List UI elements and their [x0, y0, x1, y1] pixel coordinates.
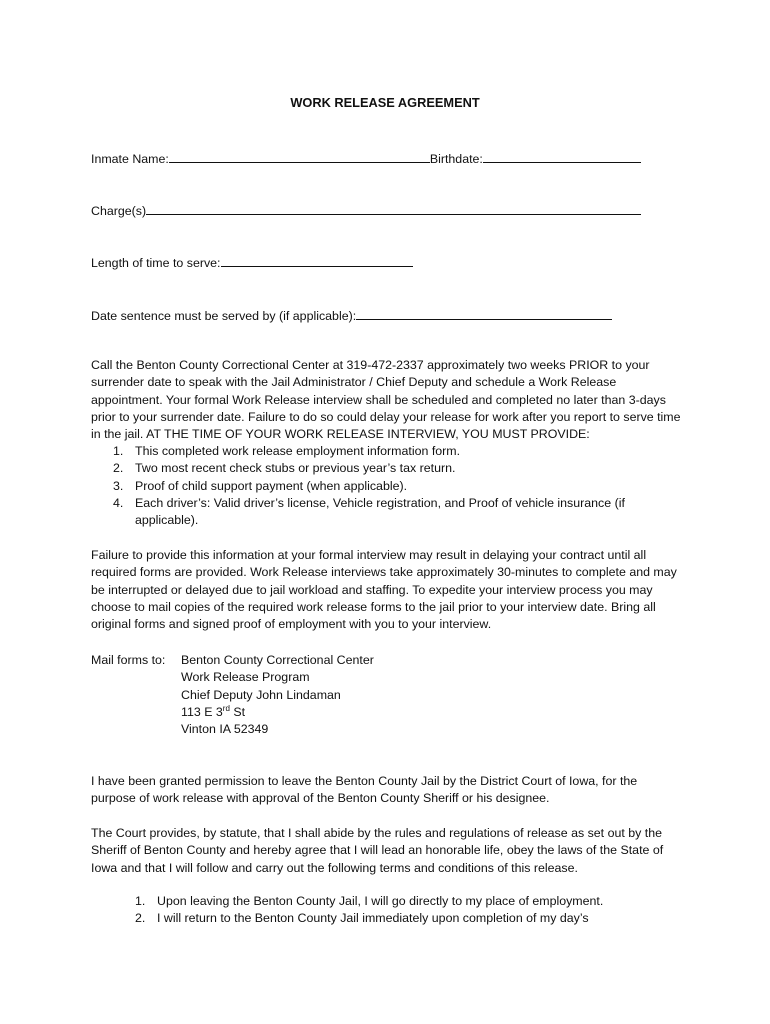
mail-label: Mail forms to: [91, 653, 166, 667]
inmate-name-label: Inmate Name: [91, 152, 169, 166]
birthdate-label: Birthdate: [429, 152, 483, 166]
length-label: Length of time to serve: [91, 256, 221, 270]
list-item: 4. Each driver’s: Valid driver’s license, Vehicle registration, and Proof of vehicle insurance (if applicable). [113, 495, 625, 528]
date-served-field[interactable] [356, 306, 612, 320]
birthdate-field[interactable] [483, 149, 641, 163]
failure-paragraph: Failure to provide this information at your formal interview may result in delaying your contract until all required forms are provided. Work Release interviews take approximately 30-minutes to complete and may be interrupted or delayed due to jail workload and staffing. To expedite your interview process you may choose to mail copies of the required work release forms to the jail prior to your interview date. Bring all original forms and signed proof of employment with you to your interview. [91, 548, 677, 632]
permission-paragraph: I have been granted permission to leave the Benton County Jail by the District Court of Iowa, for the purpose of work release with approval of the Benton County Sheriff or his designee. [91, 774, 638, 806]
list-item: 3. Proof of child support payment (when applicable). [113, 478, 408, 493]
inmate-name-field[interactable] [169, 149, 430, 163]
provide-list [91, 443, 683, 529]
date-served-row [91, 306, 612, 324]
mailing-address: Benton County Correctional Center Work Release Program Chief Deputy John Lindaman 113 E 3rd St Vinton IA 52349 [181, 653, 374, 737]
date-served-label: Date sentence must be served by (if applicable): [91, 309, 357, 323]
list-item: 2. I will return to the Benton County Jail immediately upon completion of my day’s [135, 911, 589, 926]
court-paragraph: The Court provides, by statute, that I shall abide by the rules and regulations of release as set out by the Sheriff of Benton County and hereby agree that I will lead an honorable life, obey the laws of the State of Iowa and that I will follow and carry out the following terms and conditions of this release. [91, 826, 664, 875]
length-field[interactable] [221, 253, 413, 267]
charges-field[interactable] [146, 201, 641, 215]
document-title: WORK RELEASE AGREEMENT [290, 95, 480, 110]
intro-paragraph: Call the Benton County Correctional Center at 319-472-2337 approximately two weeks PRIOR to your surrender date to speak with the Jail Administrator / Chief Deputy and schedule a Work Release appointment. Your formal Work Release interview shall be scheduled and completed no later than 3-days prior to your surrender date. Failure to do so could delay your release for work after you report to serve time in the jail. AT THE TIME OF YOUR WORK RELEASE INTERVIEW, YOU MUST PROVIDE: [91, 358, 681, 442]
list-item: 1. Upon leaving the Benton County Jail, I will go directly to my place of employment. [135, 894, 604, 908]
list-item: 2. Two most recent check stubs or previous year’s tax return. [113, 461, 456, 476]
terms-list [91, 893, 683, 928]
list-item: 1. This completed work release employment information form. [113, 444, 461, 458]
inmate-name-row [91, 149, 641, 167]
charges-row [91, 201, 641, 219]
charges-label: Charge(s) [91, 204, 147, 218]
length-row [91, 253, 413, 271]
